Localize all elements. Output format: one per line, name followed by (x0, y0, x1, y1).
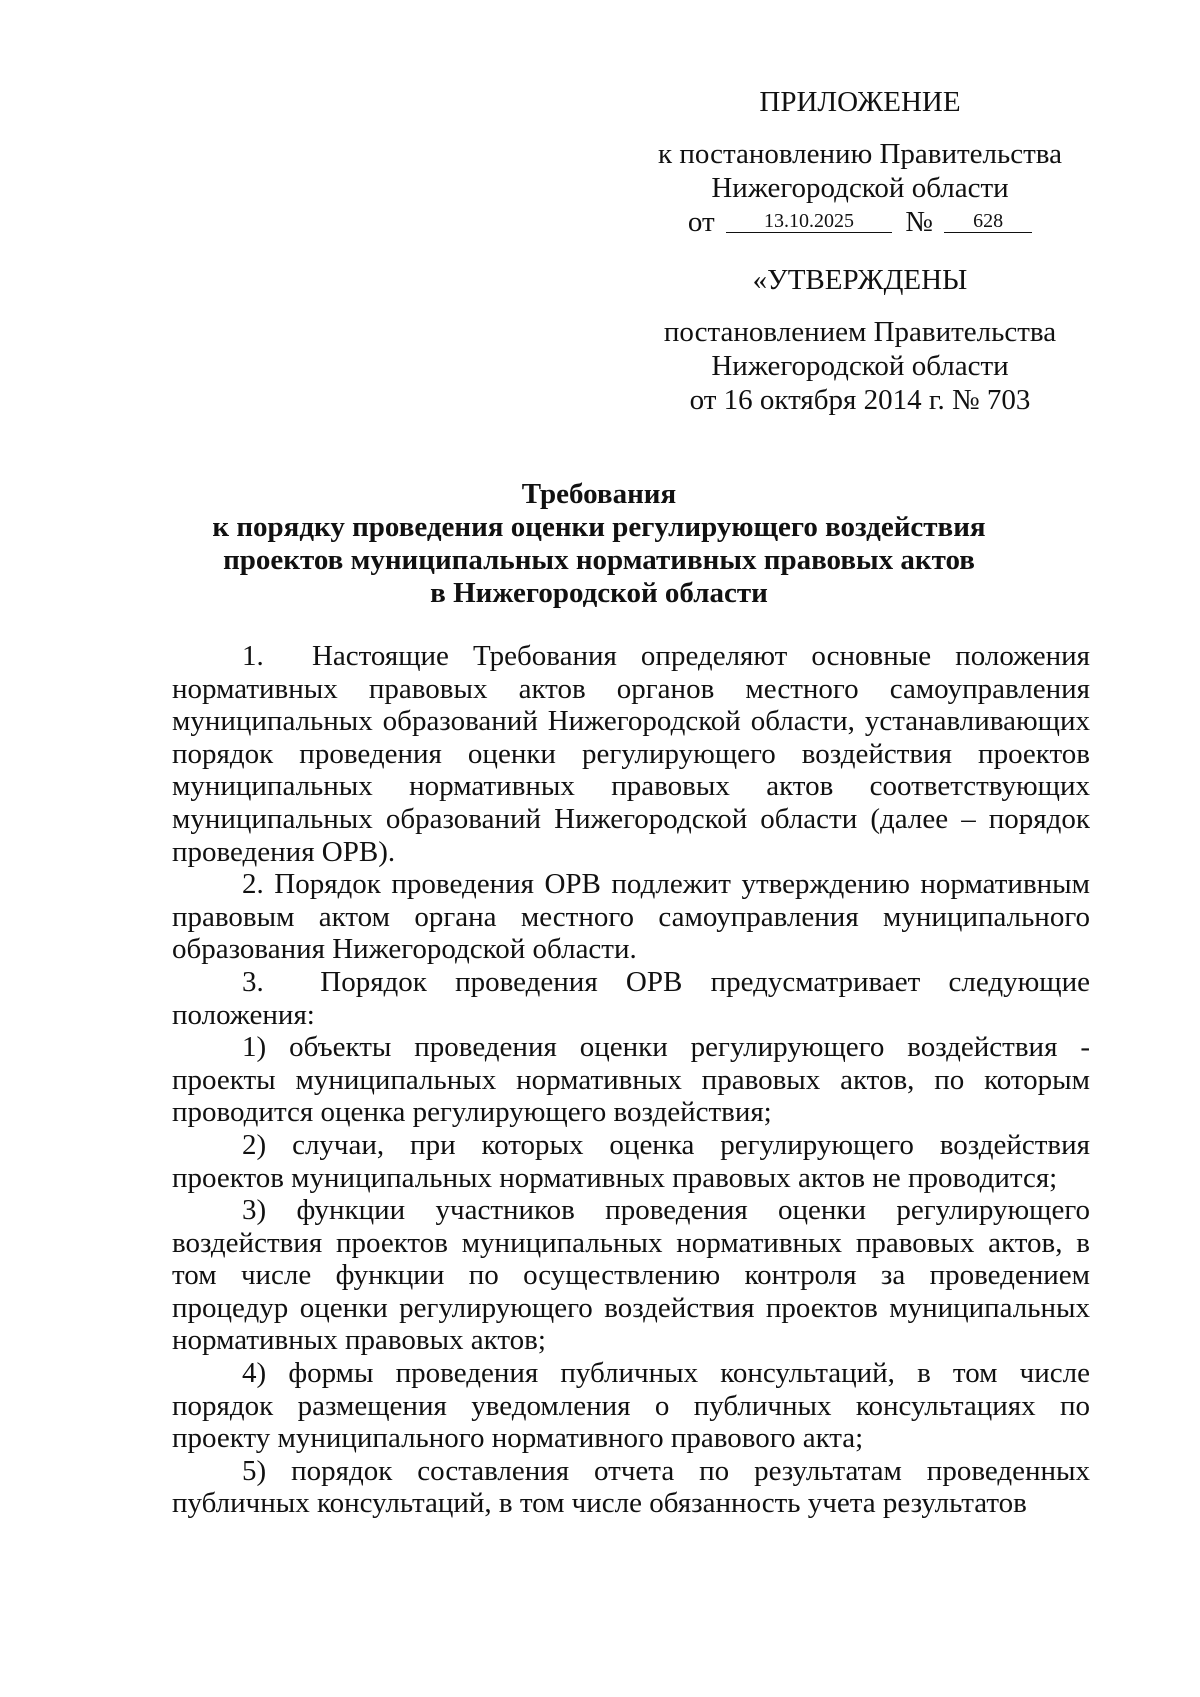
title-line-1: Требования (521, 478, 677, 510)
attachment-date-line (640, 205, 1080, 239)
attachment-heading (640, 85, 1080, 119)
paragraph-3: 3. Порядок проведения ОРВ предусматривает следующие положения: (172, 965, 1090, 1031)
list-item-2: 2) случаи, при которых оценка регулирующего воздействия проектов муниципальных нормативных правовых актов не проводится; (172, 1128, 1090, 1194)
title-line-4: в Нижегородской области (430, 577, 768, 609)
attachment-line-1: к постановлению Правительства (658, 138, 1062, 170)
list-item-1: 1) объекты проведения оценки регулирующего воздействия - проекты муниципальных нормативных правовых актов, по которым проводится оценка регулирующего воздействия; (172, 1031, 1090, 1129)
paragraph-2: 2. Порядок проведения ОРВ подлежит утверждению нормативным правовым актом органа местного самоуправления муниципального образования Нижегородской области. (172, 868, 1090, 966)
attachment-title: ПРИЛОЖЕНИЕ (759, 86, 961, 118)
list-item-4: 4) формы проведения публичных консультаций, в том числе порядок размещения уведомления о публичных консультациях по проекту муниципального нормативного правового акта; (172, 1357, 1090, 1455)
number-sign: № (905, 206, 933, 238)
title-line-2: к порядку проведения оценки регулирующего воздействия (212, 511, 986, 543)
paragraph-1: 1. Настоящие Требования определяют основные положения нормативных правовых актов органов местного самоуправления муниципальных образований Нижегородской области, устанавливающих порядок проведения оценки регулирующего воздействия проектов муниципальных нормативных правовых актов соответствующих муниципальных образований Нижегородской области (далее – порядок проведения ОРВ). (172, 640, 1090, 868)
list-item-3: 3) функции участников проведения оценки регулирующего воздействия проектов муниципальных нормативных правовых актов, в том числе функции по осуществлению контроля за проведением процедур оценки регулирующего воздействия проектов муниципальных нормативных правовых актов; (172, 1194, 1090, 1357)
approved-reference (640, 315, 1080, 417)
decree-number: 628 (944, 210, 1032, 233)
approved-line-1: постановлением Правительства (663, 316, 1057, 348)
document-body (172, 640, 1090, 1520)
attachment-reference (640, 137, 1080, 239)
decree-date: 13.10.2025 (726, 210, 892, 233)
approved-line-2: Нижегородской области (711, 350, 1009, 382)
from-label: от (687, 206, 715, 238)
attachment-line-2: Нижегородской области (711, 172, 1009, 204)
approved-heading (640, 263, 1080, 297)
approved-line-3: от 16 октября 2014 г. № 703 (689, 384, 1031, 416)
document-title (160, 478, 1038, 610)
title-line-3: проектов муниципальных нормативных правовых актов (223, 544, 975, 576)
list-item-5: 5) порядок составления отчета по результатам проведенных публичных консультаций, в том числе обязанность учета результатов (172, 1454, 1090, 1520)
approved-title: «УТВЕРЖДЕНЫ (752, 264, 968, 296)
